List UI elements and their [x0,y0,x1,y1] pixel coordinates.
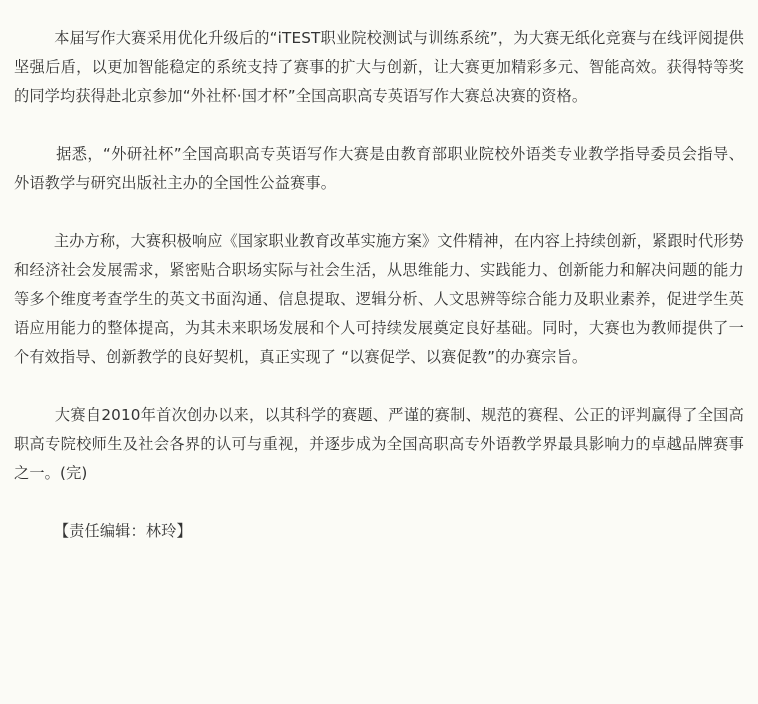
paragraph-itest-system: 本届写作大赛采用优化升级后的“iTEST职业院校测试与训练系统”，为大赛无纸化竞赛与在线评阅提供坚强后盾，以更加智能稳定的系统支持了赛事的扩大与创新，让大赛更加精彩多元、智能高效。获得特等奖的同学均获得赴北京参加“外社杯·国才杯”全国高职高专英语写作大赛总决赛的资格。 [14,29,744,105]
paragraph-contest-organizers: 据悉，“外研社杯”全国高职高专英语写作大赛是由教育部职业院校外语类专业教学指导委员会指导、外语教学与研究出版社主办的全国性公益赛事。 [14,145,744,192]
responsible-editor: 【责任编辑：林玲】 [14,522,192,540]
paragraph-contest-history: 大赛自2010年首次创办以来，以其科学的赛题、严谨的赛制、规范的赛程、公正的评判赢得了全国高职高专院校师生及社会各界的认可与重视，并逐步成为全国高职高专外语教学界最具影响力的卓越品牌赛事之一。(完) [14,406,744,482]
paragraph-contest-purpose: 主办方称，大赛积极响应《国家职业教育改革实施方案》文件精神，在内容上持续创新，紧跟时代形势和经济社会发展需求，紧密贴合职场实际与社会生活，从思维能力、实践能力、创新能力和解决问题的能力等多个维度考查学生的英文书面沟通、信息提取、逻辑分析、人文思辨等综合能力及职业素养，促进学生英语应用能力的整体提高，为其未来职场发展和个人可持续发展奠定良好基础。同时，大赛也为教师提供了一个有效指导、创新教学的良好契机，真正实现了 “以赛促学、以赛促教”的办赛宗旨。 [14,232,745,366]
